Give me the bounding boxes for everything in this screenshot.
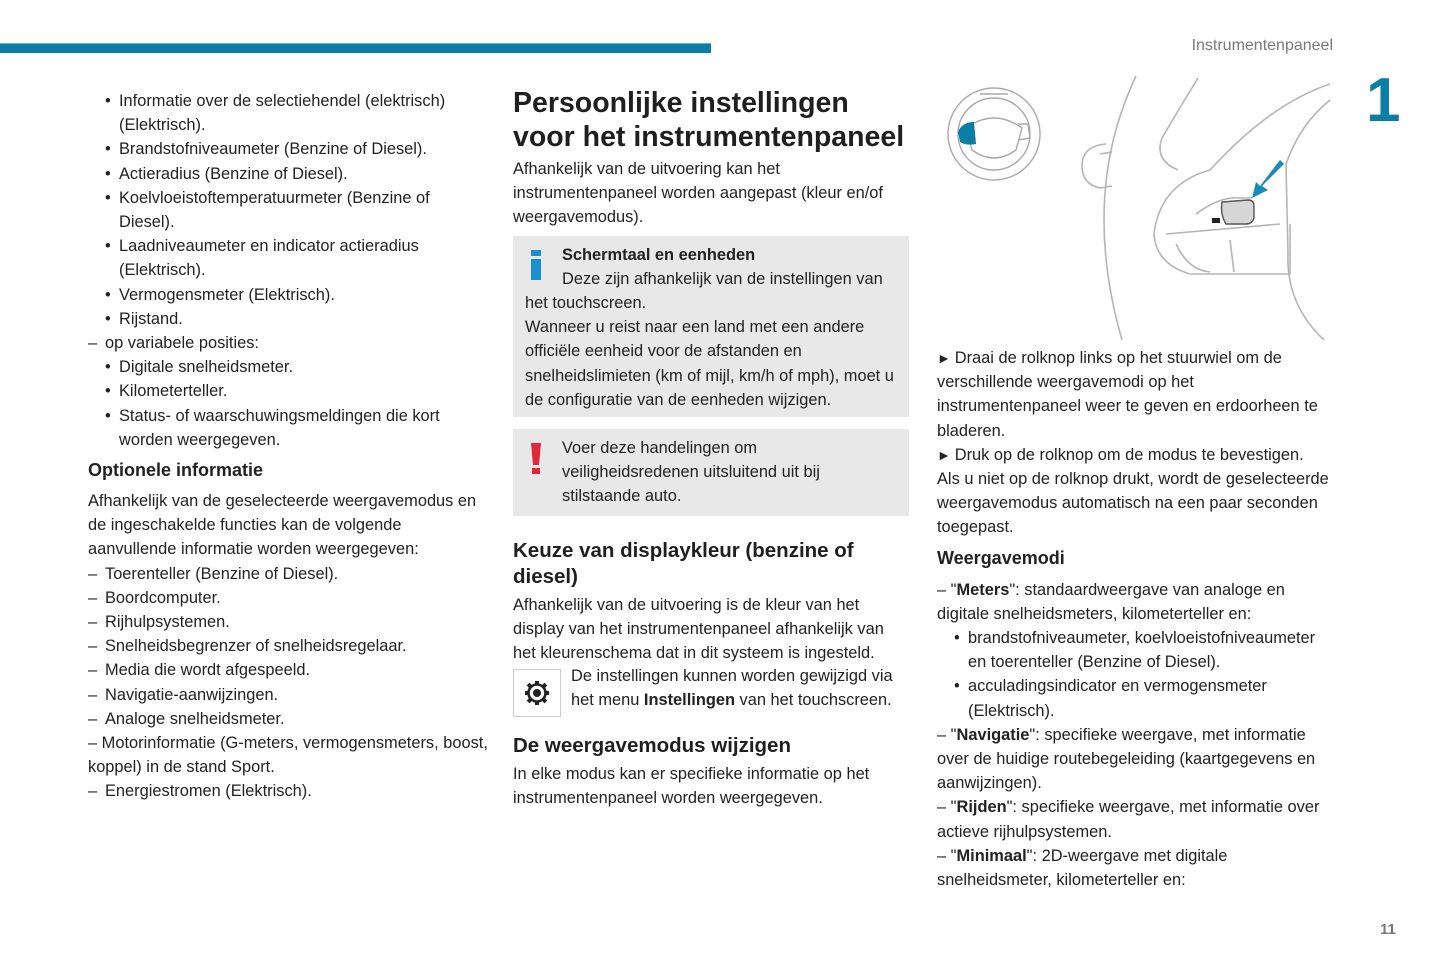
info-box	[513, 236, 909, 417]
instruction-step: ► Druk op de rolknop om de modus te bevestigen.	[937, 443, 1337, 467]
steering-wheel-illustration	[940, 74, 1340, 342]
list-item: – Motorinformatie (G-meters, vermogensmeters, boost, koppel) in de stand Sport.	[88, 731, 488, 779]
list-item: • Rijstand.	[88, 307, 488, 331]
color-heading: Keuze van displaykleur (benzine of diesel)	[513, 538, 854, 588]
info-icon	[531, 250, 541, 280]
mode-desc: : 2D-weergave met digitale snelheidsmeter, kilometerteller en:	[937, 846, 1228, 890]
auto-apply-text: Als u niet op de rolknop drukt, wordt de geselecteerde weergavemodus automatisch na een paar seconden toegepast.	[937, 470, 1329, 537]
settings-note-text: De instellingen kunnen worden gewijzigd via het menu	[571, 667, 893, 710]
mode-text: In elke modus kan er specifieke informatie op het instrumentenpaneel worden weergegeven.	[513, 765, 870, 808]
list-item: – Rijhulpsystemen.	[88, 610, 488, 634]
list-item: – Media die wordt afgespeeld.	[88, 658, 488, 682]
mode-name: Minimaal	[956, 846, 1027, 865]
list-item: • Koelvloeistoftemperatuurmeter (Benzine of Diesel).	[88, 186, 488, 234]
header-accent-bar	[0, 43, 711, 53]
color-text: Afhankelijk van de uitvoering is de kleur van het display van het instrumentenpaneel afhankelijk van het kleurenschema dat in dit systeem is ingesteld.	[513, 595, 884, 663]
modes-heading: Weergavemodi	[937, 547, 1065, 568]
settings-note-text: van het touchscreen.	[734, 691, 892, 710]
instruction-step: ► Draai de rolknop links op het stuurwiel om de verschillende weergavemodi op het instrumentenpaneel weer te geven en erdoorheen te bladeren.	[937, 346, 1337, 443]
mode-name: Meters	[956, 580, 1010, 599]
list-item: • Digitale snelheidsmeter.	[88, 355, 488, 379]
list-item: • Vermogensmeter (Elektrisch).	[88, 283, 488, 307]
list-item: • Kilometerteller.	[88, 379, 488, 403]
gear-icon	[513, 669, 561, 717]
mode-item-meters: – "Meters": standaardweergave van analoge en digitale snelheidsmeters, kilometerteller en:	[937, 578, 1337, 626]
list-item: – Snelheidsbegrenzer of snelheidsregelaar.	[88, 634, 488, 658]
list-item: – op variabele posities:	[88, 331, 488, 355]
chapter-number: 1	[1366, 66, 1401, 135]
list-item: – Analoge snelheidsmeter.	[88, 707, 488, 731]
list-item: • Actieradius (Benzine of Diesel).	[88, 162, 488, 186]
mode-heading: De weergavemodus wijzigen	[513, 734, 791, 758]
intro-text: Afhankelijk van de uitvoering kan het instrumentenpaneel worden aangepast (kleur en/of weergavemodus).	[513, 160, 883, 227]
list-item: – Toerenteller (Benzine of Diesel).	[88, 562, 488, 586]
list-item: • Informatie over de selectiehendel (elektrisch) (Elektrisch).	[88, 89, 488, 137]
mode-desc: : specifieke weergave, met informatie over de huidige routebegeleiding (kaartgegevens en aanwijzingen).	[937, 725, 1316, 793]
list-item: • Status- of waarschuwingsmeldingen die kort worden weergegeven.	[88, 404, 488, 452]
warning-icon	[531, 443, 541, 474]
list-item: • brandstofniveaumeter, koelvloeistofniveaumeter en toerenteller (Benzine of Diesel).	[937, 626, 1337, 674]
list-item: – Boordcomputer.	[88, 586, 488, 610]
mode-name: Navigatie	[956, 725, 1030, 744]
column-right	[937, 346, 1337, 892]
settings-menu-name: Instellingen	[643, 691, 735, 710]
list-item: • acculadingsindicator en vermogensmeter (Elektrisch).	[937, 674, 1337, 722]
optional-info-heading: Optionele informatie	[88, 460, 264, 481]
info-box-text: Wanneer u reist naar een land met een andere officiële eenheid voor de afstanden en snelheidslimieten (km of mijl, km/h of mph), moet u de configuratie van de eenheden wijzigen.	[525, 318, 894, 409]
settings-note	[513, 667, 909, 717]
section-title: Instrumentenpaneel	[1191, 37, 1333, 54]
column-middle	[513, 86, 909, 811]
warning-box	[513, 429, 909, 516]
mode-item-minimaal: – "Minimaal": 2D-weergave met digitale snelheidsmeter, kilometerteller en:	[937, 844, 1337, 892]
list-item: – Navigatie-aanwijzingen.	[88, 683, 488, 707]
list-item: – Energiestromen (Elektrisch).	[88, 779, 488, 803]
info-box-text: Deze zijn afhankelijk van de instellingen van het touchscreen.	[525, 269, 883, 313]
mode-item-rijden: – "Rijden": specifieke weergave, met informatie over actieve rijhulpsystemen.	[937, 795, 1337, 843]
column-left	[88, 89, 488, 804]
optional-info-intro: Afhankelijk van de geselecteerde weergavemodus en de ingeschakelde functies kan de volgende aanvullende informatie worden weergegeven:	[88, 492, 477, 559]
page-title: Persoonlijke instellingen voor het instrumentenpaneel	[513, 87, 905, 153]
mode-desc: : specifieke weergave, met informatie over actieve rijhulpsystemen.	[937, 798, 1320, 841]
list-item: • Brandstofniveaumeter (Benzine of Diesel).	[88, 137, 488, 161]
page-number: 11	[1380, 921, 1396, 938]
mode-desc: : standaardweergave van analoge en digitale snelheidsmeters, kilometerteller en:	[937, 580, 1285, 623]
info-box-heading: Schermtaal en eenheden	[562, 245, 756, 264]
warning-text: Voer deze handelingen om veiligheidsredenen uitsluitend uit bij stilstaande auto.	[562, 439, 820, 506]
list-item: • Laadniveaumeter en indicator actieradius (Elektrisch).	[88, 234, 488, 282]
mode-name: Rijden	[956, 798, 1007, 817]
mode-item-navigatie: – "Navigatie": specifieke weergave, met informatie over de huidige routebegeleiding (kaartgegevens en aanwijzingen).	[937, 723, 1337, 796]
